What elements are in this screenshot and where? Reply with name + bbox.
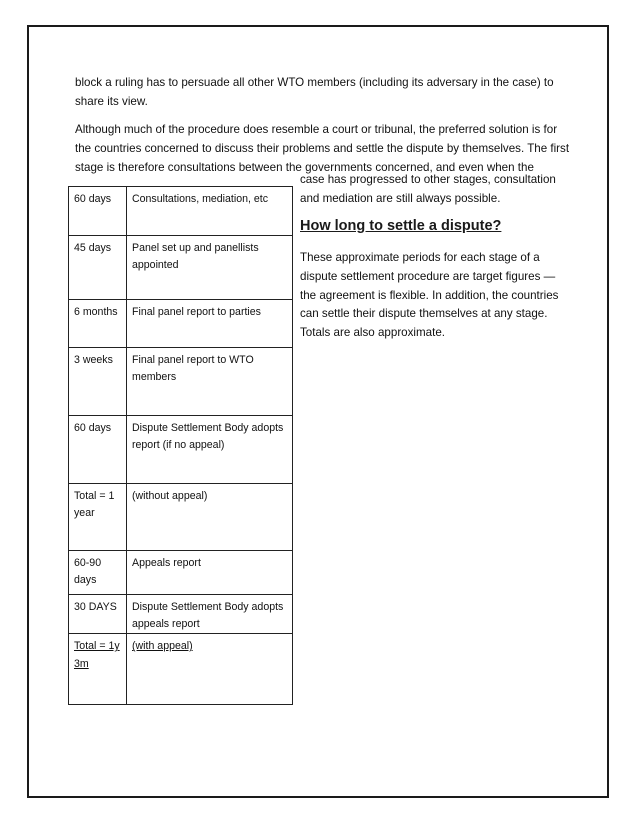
table-row	[69, 634, 293, 705]
table-row	[69, 187, 293, 236]
table-row	[69, 416, 293, 484]
stage-cell: (without appeal)	[127, 484, 293, 551]
timeline-table	[68, 186, 293, 705]
table-row	[69, 348, 293, 416]
paragraph-procedure: Although much of the procedure does resemble a court or tribunal, the preferred solution is for the countries concerned to discuss their problems and settle the dispute by themselves. The first stage is therefore consultations between the governments concerned, and even when the	[75, 123, 570, 174]
table-row	[69, 300, 293, 348]
stage-cell: Consultations, mediation, etc	[127, 187, 293, 236]
period-cell: Total = 1y 3m	[69, 634, 127, 705]
period-cell: 3 weeks	[69, 348, 127, 416]
stage-cell: Final panel report to parties	[127, 300, 293, 348]
period-cell: 45 days	[69, 236, 127, 300]
stage-cell: Appeals report	[127, 551, 293, 595]
stage-cell: Dispute Settlement Body adopts appeals report	[127, 595, 293, 634]
period-cell: 60-90 days	[69, 551, 127, 595]
table-row	[69, 595, 293, 634]
period-cell: 60 days	[69, 416, 127, 484]
stage-cell: Panel set up and panellists appointed	[127, 236, 293, 300]
stage-cell: Dispute Settlement Body adopts report (if no appeal)	[127, 416, 293, 484]
paragraph-periods: These approximate periods for each stage of a dispute settlement procedure are target figures — the agreement is flexible. In addition, the countries can settle their dispute themselves at any stage. Totals are also approximate.	[300, 251, 559, 340]
stage-cell: (with appeal)	[127, 634, 293, 705]
stage-cell: Final panel report to WTO members	[127, 348, 293, 416]
paragraph-procedure-continued: case has progressed to other stages, consultation and mediation are still always possible.	[300, 173, 556, 205]
table-row	[69, 236, 293, 300]
paragraph-ruling: block a ruling has to persuade all other WTO members (including its adversary in the case) to share its view.	[75, 76, 554, 108]
period-cell: Total = 1 year	[69, 484, 127, 551]
table-row	[69, 551, 293, 595]
table-row	[69, 484, 293, 551]
period-cell: 6 months	[69, 300, 127, 348]
section-heading: How long to settle a dispute?	[300, 218, 502, 234]
period-cell: 60 days	[69, 187, 127, 236]
period-cell: 30 DAYS	[69, 595, 127, 634]
